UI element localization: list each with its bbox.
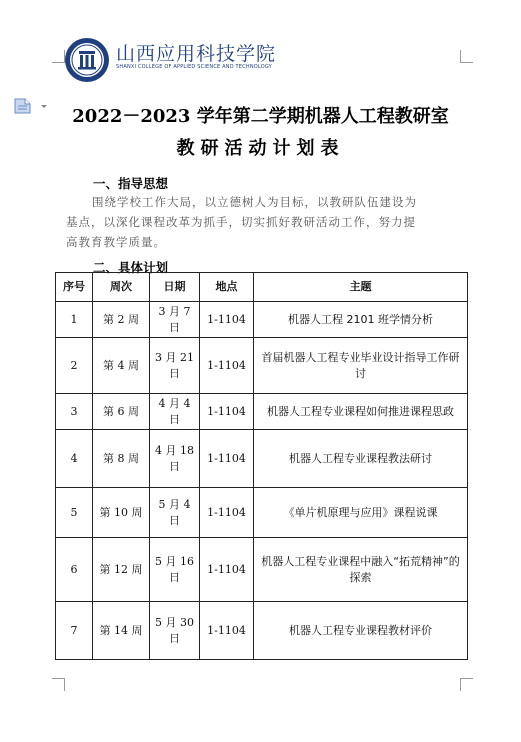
cell-place: 1-1104 xyxy=(200,602,254,660)
cell-place: 1-1104 xyxy=(200,430,254,488)
guidance-paragraph-line: 高教育教学质量。 xyxy=(66,235,166,249)
cell-place: 1-1104 xyxy=(200,338,254,394)
cell-no: 2 xyxy=(56,338,93,394)
cell-place: 1-1104 xyxy=(200,488,254,538)
cell-no: 4 xyxy=(56,430,93,488)
cell-week: 第 12 周 xyxy=(93,538,150,602)
cell-date: 4 月 4 日 xyxy=(150,394,200,430)
school-logo xyxy=(62,35,302,85)
cell-no: 7 xyxy=(56,602,93,660)
table-row xyxy=(56,538,468,602)
margin-mark-top-right xyxy=(460,50,473,63)
column-header-date: 日期 xyxy=(150,273,200,302)
column-header-topic: 主题 xyxy=(254,273,468,302)
table-header-row xyxy=(56,273,468,302)
cell-no: 3 xyxy=(56,394,93,430)
table-row xyxy=(56,338,468,394)
cell-no: 5 xyxy=(56,488,93,538)
cell-week: 第 14 周 xyxy=(93,602,150,660)
guidance-paragraph-line: 围绕学校工作大局，以立德树人为目标，以教研队伍建设为 xyxy=(92,195,417,209)
document-title: 2022－2023 学年第二学期机器人工程教研室 xyxy=(72,106,449,127)
cell-date: 5 月 16 日 xyxy=(150,538,200,602)
cell-week: 第 8 周 xyxy=(93,430,150,488)
margin-mark-bottom-right xyxy=(460,678,473,691)
column-header-week: 周次 xyxy=(93,273,150,302)
cell-topic: 《单片机原理与应用》课程说课 xyxy=(254,488,468,538)
table-row xyxy=(56,430,468,488)
section-heading-plan: 二、具体计划 xyxy=(93,260,169,275)
cell-date: 3 月 21 日 xyxy=(150,338,200,394)
column-header-no: 序号 xyxy=(56,273,93,302)
cell-topic: 机器人工程专业课程教法研讨 xyxy=(254,430,468,488)
cell-topic: 首届机器人工程专业毕业设计指导工作研讨 xyxy=(254,338,468,394)
school-seal-icon xyxy=(64,37,110,83)
cell-week: 第 4 周 xyxy=(93,338,150,394)
activity-plan-table xyxy=(55,272,468,660)
cell-topic: 机器人工程 2101 班学情分析 xyxy=(254,302,468,338)
cell-week: 第 10 周 xyxy=(93,488,150,538)
cell-date: 3 月 7 日 xyxy=(150,302,200,338)
table-row xyxy=(56,488,468,538)
table-row xyxy=(56,302,468,338)
cell-week: 第 6 周 xyxy=(93,394,150,430)
cell-week: 第 2 周 xyxy=(93,302,150,338)
cell-place: 1-1104 xyxy=(200,538,254,602)
cell-topic: 机器人工程专业课程教材评价 xyxy=(254,602,468,660)
cell-place: 1-1104 xyxy=(200,302,254,338)
section-heading-guidance: 一、指导思想 xyxy=(93,176,169,191)
cell-place: 1-1104 xyxy=(200,394,254,430)
cell-topic: 机器人工程专业课程如何推进课程思政 xyxy=(254,394,468,430)
school-name-en: SHANXI COLLEGE OF APPLIED SCIENCE AND TECHNOLOGY xyxy=(116,64,272,70)
margin-mark-bottom-left xyxy=(52,678,65,691)
cell-date: 5 月 4 日 xyxy=(150,488,200,538)
guidance-paragraph-line: 基点，以深化课程改革为抓手，切实抓好教研活动工作，努力提 xyxy=(66,215,416,229)
school-name-cn: 山西应用科技学院 xyxy=(116,43,277,65)
table-row xyxy=(56,602,468,660)
cell-topic: 机器人工程专业课程中融入“拓荒精神”的探索 xyxy=(254,538,468,602)
table-row xyxy=(56,394,468,430)
cell-no: 6 xyxy=(56,538,93,602)
cell-no: 1 xyxy=(56,302,93,338)
cell-date: 4 月 18 日 xyxy=(150,430,200,488)
column-header-place: 地点 xyxy=(200,273,254,302)
cell-date: 5 月 30 日 xyxy=(150,602,200,660)
document-subtitle: 教研活动计划表 xyxy=(176,138,345,159)
